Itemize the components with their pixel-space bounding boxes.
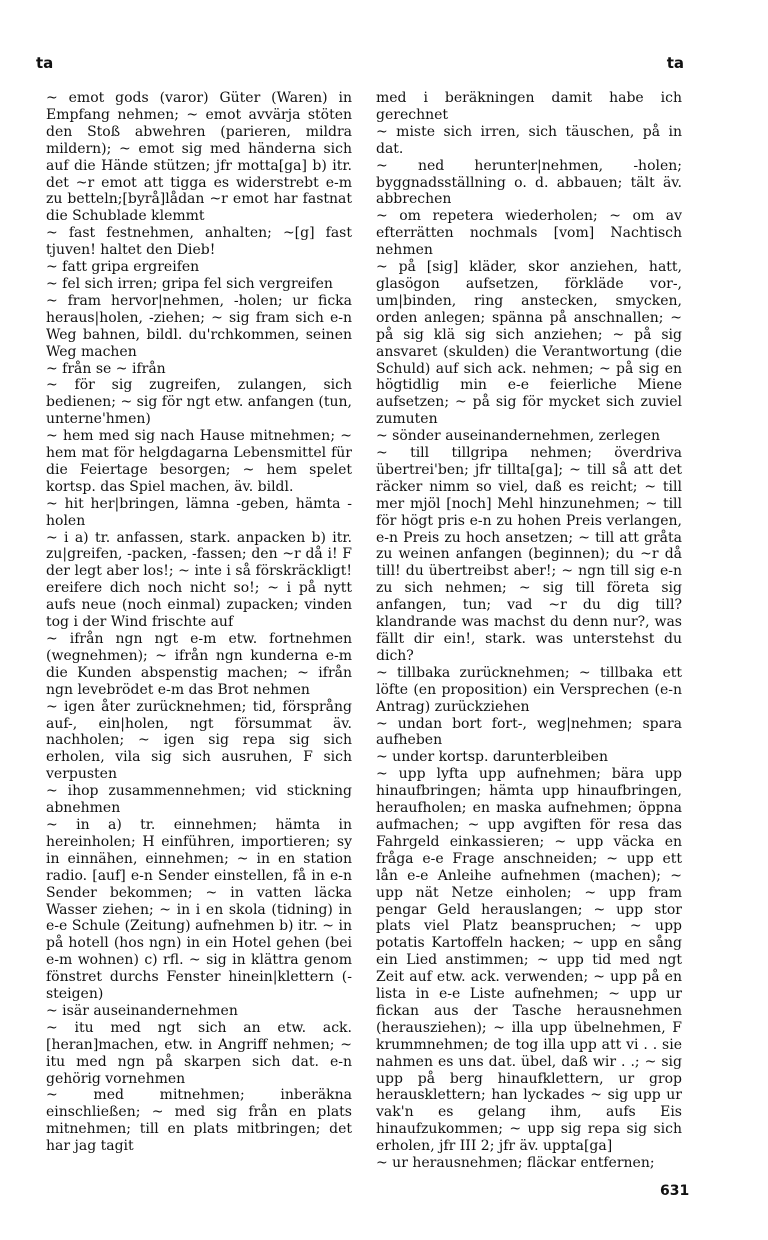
dictionary-entry: ~ ihop zusammennehmen; vid stickning abnehmen bbox=[46, 783, 352, 817]
dictionary-entry: ~ sönder auseinandernehmen, zerlegen bbox=[376, 428, 661, 445]
dictionary-entry: ~ itu med ngt sich an etw. ack. [heran]machen, etw. in Angriff nehmen; ~ itu med ngn på skarpen sich dat. e-n gehörig vornehmen bbox=[46, 1019, 352, 1087]
dictionary-entry: ~ fast festnehmen, anhalten; ~[g] fast tjuven! haltet den Dieb! bbox=[46, 225, 352, 259]
dictionary-entry: ~ emot gods (varor) Güter (Waren) in Empfang nehmen; ~ emot avvärja stöten den Stoß abwehren (parieren, mildra mildern); ~ emot sig med händerna sich auf die Hände stützen; jfr motta[ga] b) itr. det ~r emot att tigga es widerstrebt e-m zu betteln;[byrå]lådan ~r emot har fastnat die Schublade klemmt bbox=[46, 90, 352, 225]
dictionary-entry: ~ upp lyfta upp aufnehmen; bära upp hinaufbringen; hämta upp hinaufbringen, heraufholen; en maska aufnehmen; öppna aufmachen; ~ upp avgiften för resa das Fahrgeld einkassieren; ~ upp väcka en fråga e-e Frage anschneiden; ~ upp ett lån e-e Anleihe aufnehmen (machen); ~ upp nät Netze einholen; ~ upp fram pengar Geld herauslangen; ~ upp stor plats viel Platz beanspruchen; ~ upp potatis Kartoffeln hacken; ~ upp en sång ein Lied anstimmen; ~ upp tid med ngt Zeit auf etw. ack. verwenden; ~ upp på en lista in e-e Liste aufnehmen; ~ upp ur fickan aus der Tasche herausnehmen (herausziehen); ~ illa upp übelnehmen, F krummnehmen; de tog illa upp att vi . . sie nahmen es uns dat. übel, daß wir . .; ~ sig upp på berg hinaufklettern, ur grop herausklettern; han lyckades ~ sig upp ur vak'n es gelang ihm, aufs Eis hinaufzukommen; ~ upp sig repa sig sich erholen, jfr III 2; jfr äv. uppta[ga] bbox=[376, 766, 682, 1155]
dictionary-entry: ~ fram hervor|nehmen, -holen; ur ficka heraus|holen, -ziehen; ~ sig fram sich e-n Weg bahnen, bildl. du'rchkommen, seinen Weg machen bbox=[46, 292, 352, 360]
dictionary-entry: ~ undan bort fort-, weg|nehmen; spara aufheben bbox=[376, 715, 682, 749]
dictionary-entry: ~ på [sig] kläder, skor anziehen, hatt, glasögon aufsetzen, förkläde vor-, um|binden, ring anstecken, smycken, orden anlegen; spänna på anschnallen; ~ på sig klä sig sich anziehen; ~ på sig ansvaret (skulden) die Verantwortung (die Schuld) auf sich ack. nehmen; ~ på sig en högtidlig min e-e feierliche Miene aufsetzen; ~ på sig för mycket sich zuviel zumuten bbox=[376, 259, 682, 428]
dictionary-entry: ~ miste sich irren, sich täuschen, på in dat. bbox=[376, 123, 682, 157]
dictionary-entry: ~ ned herunter|nehmen, -holen; byggnadsställning o. d. abbauen; tält äv. abbrechen bbox=[376, 157, 682, 208]
dictionary-entry: ~ hit her|bringen, lämna -geben, hämta -holen bbox=[46, 495, 352, 529]
dictionary-entry: med i beräkningen damit habe ich gerechnet bbox=[376, 90, 682, 123]
dictionary-entry: ~ om repetera wiederholen; ~ om av efterrätten nochmals [vom] Nachtisch nehmen bbox=[376, 208, 682, 259]
dictionary-entry: ~ in a) tr. einnehmen; hämta in hereinholen; H einführen, importieren; sy in einnähen, einnehmen; ~ in en station radio. [auf] e-n Sender einstellen, få in e-n Sender bekommen; ~ in vatten läcka Wasser ziehen; ~ in i en skola (tidning) in e-e Schule (Zeitung) aufnehmen b) itr. ~ in på hotell (hos ngn) in ein Hotel gehen (bei e-m wohnen) c) rfl. ~ sig in klättra genom fönstret durchs Fenster hinein|klettern (-steigen) bbox=[46, 816, 352, 1003]
dictionary-entry: ~ från se ~ ifrån bbox=[46, 360, 166, 377]
dictionary-entry: ~ för sig zugreifen, zulangen, sich bedienen; ~ sig för ngt etw. anfangen (tun, unterne'hmen) bbox=[46, 377, 352, 428]
dictionary-entry: ~ fatt gripa ergreifen bbox=[46, 259, 200, 276]
dictionary-entry: ~ tillbaka zurücknehmen; ~ tillbaka ett löfte (en proposition) ein Versprechen (e-n Antrag) zurückziehen bbox=[376, 664, 682, 715]
dictionary-entry: ~ i a) tr. anfassen, stark. anpacken b) itr. zu|greifen, -packen, -fassen; den ~r då i! F der legt aber los!; ~ inte i så förskräckligt! ereifere dich noch nicht so!; ~ i på nytt aufs neue (noch einmal) zupacken; vinden tog i der Wind frischte auf bbox=[46, 529, 352, 631]
dictionary-entry: ~ till tillgripa nehmen; överdriva übertrei'ben; jfr tillta[ga]; ~ till så att det räcker nimm so viel, daß es reicht; ~ till mer mjöl [noch] Mehl hinzunehmen; ~ till för högt pris e-n zu hohen Preis verlangen, e-n Preis zu hoch ansetzen; ~ till att gråta zu weinen anfangen (beginnen); du ~r då till! du übertreibst aber!; ~ ngn till sig e-n zu sich nehmen; ~ sig till företa sig anfangen, tun; vad ~r du dig till? klandrande was machst du denn nur?, was fällt dir ein!, stark. was unterstehst du dich? bbox=[376, 445, 682, 664]
dictionary-entry: ~ hem med sig nach Hause mitnehmen; ~ hem mat för helgdagarna Lebensmittel für die Feiertage besorgen; ~ hem spelet kortsp. das Spiel machen, äv. bildl. bbox=[46, 428, 352, 495]
page-number: 631 bbox=[660, 1183, 690, 1199]
right-column bbox=[376, 90, 682, 1172]
dictionary-entry: ~ fel sich irren; gripa fel sich vergreifen bbox=[46, 275, 333, 292]
dictionary-entry: ~ ifrån ngn ngt e-m etw. fortnehmen (wegnehmen); ~ ifrån ngn kunderna e-m die Kunden abspenstig machen; ~ ifrån ngn levebrödet e-m das Brot nehmen bbox=[46, 631, 352, 698]
dictionary-entry: ~ isär auseinandernehmen bbox=[46, 1002, 238, 1019]
dictionary-entry: ~ under kortsp. darunterbleiben bbox=[376, 749, 608, 766]
dictionary-entry: ~ ur herausnehmen; fläckar entfernen; bbox=[376, 1155, 655, 1172]
running-head-right: ta bbox=[666, 54, 684, 72]
running-head-left: ta bbox=[36, 54, 54, 72]
left-column bbox=[46, 90, 352, 1155]
dictionary-entry: ~ igen åter zurücknehmen; tid, försprång auf-, ein|holen, ngt försummat äv. nachholen; ~ igen sig repa sig sich erholen, vila sig sich ausruhen, F sich verpusten bbox=[46, 698, 352, 783]
dictionary-entry: ~ med mitnehmen; inberäkna einschließen; ~ med sig från en plats mitnehmen; till en plats mitbringen; det har jag tagit bbox=[46, 1087, 352, 1155]
